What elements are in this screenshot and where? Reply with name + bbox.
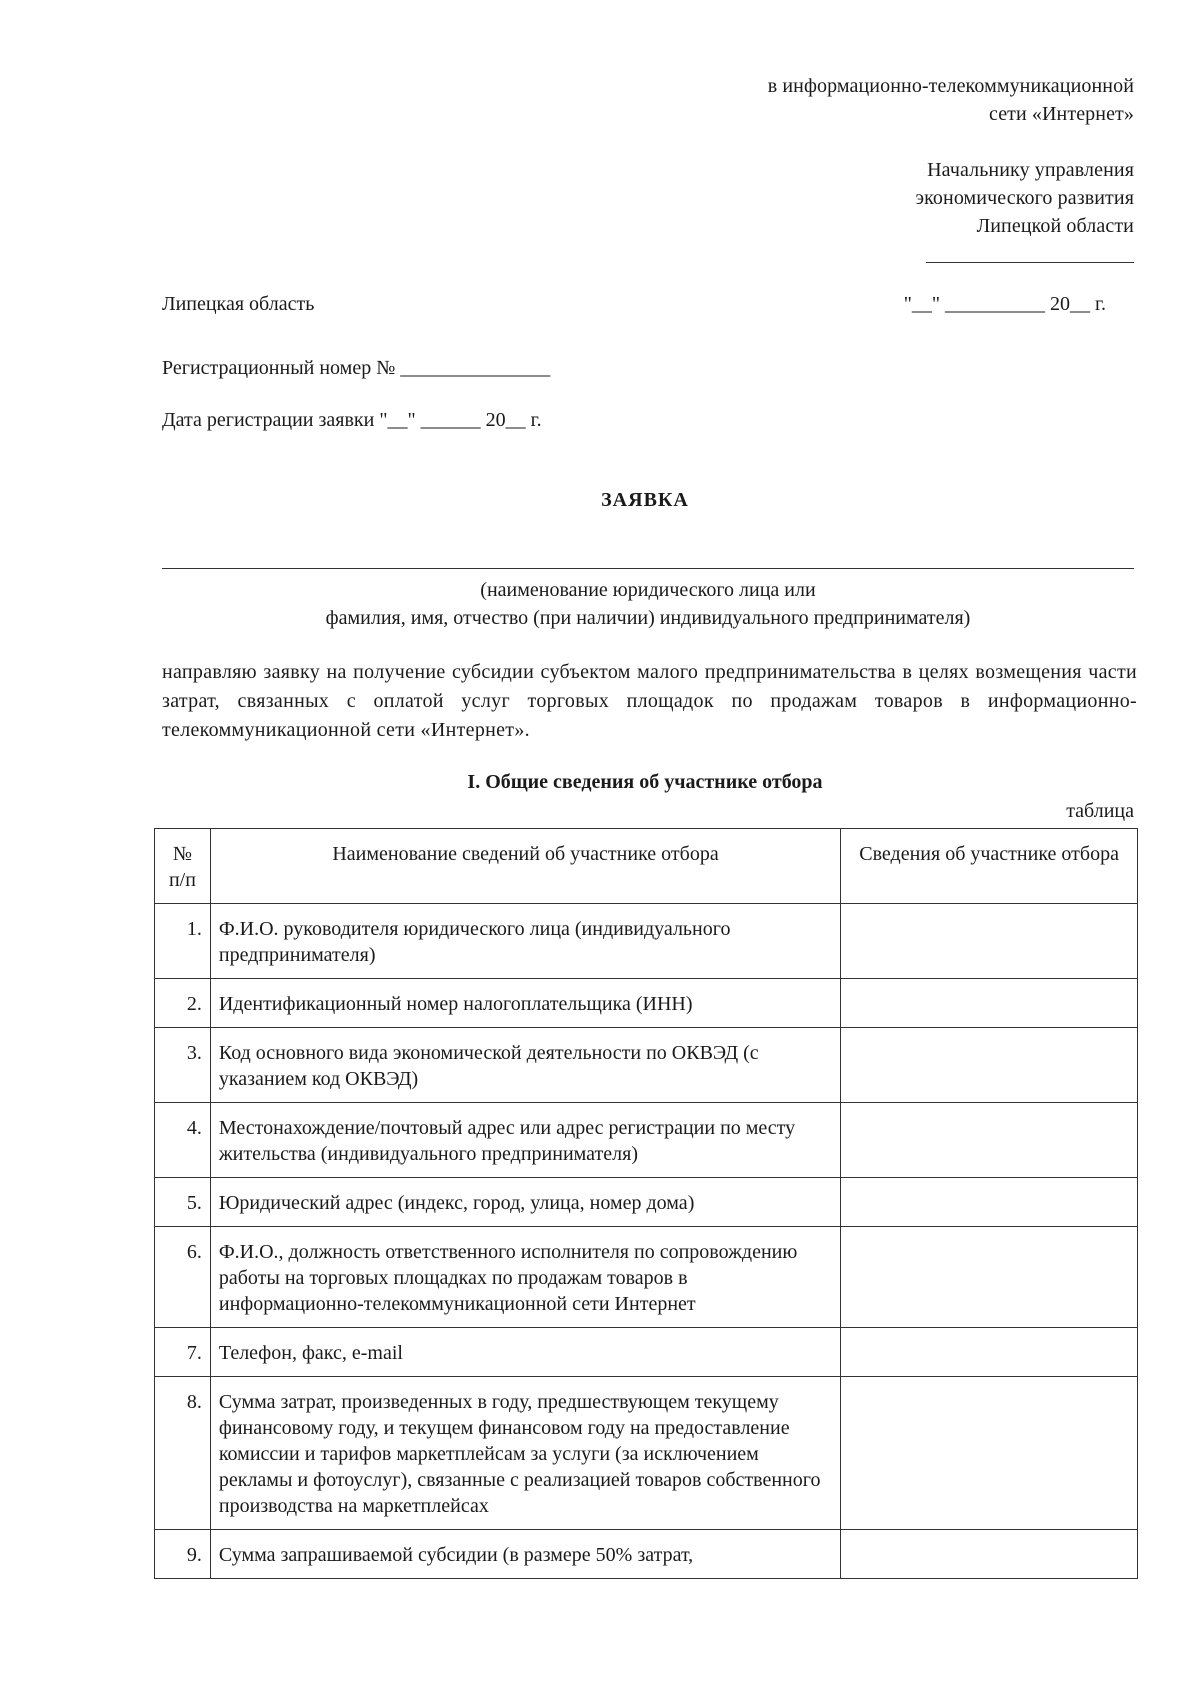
addressee-block [915, 156, 1134, 240]
header-internet-line1: в информационно-телекоммуникационной [767, 75, 1134, 97]
row-number: 4. [155, 1103, 211, 1178]
row-field-name: Сумма затрат, произведенных в году, предшествующем текущему финансовому году, и текущем финансовом году на предоставление комиссии и тарифов маркетплейсам за услуги (за исключением рекламы и фотоуслуг), связанные с реализацией товаров собственного производства на маркетплейсах [210, 1377, 840, 1530]
application-paragraph: направляю заявку на получение субсидии субъектом малого предпринимательства в целях возмещения части затрат, связанных с оплатой услуг торговых площадок по продажам товаров в информационно-телекоммуникационной сети «Интернет». [162, 661, 1137, 741]
table-row [155, 979, 1138, 1028]
table-row [155, 1530, 1138, 1579]
caption-line1: (наименование юридического лица или [480, 579, 816, 601]
table-row [155, 1377, 1138, 1530]
row-field-name: Сумма запрашиваемой субсидии (в размере 50% затрат, [210, 1530, 840, 1579]
table-row [155, 904, 1138, 979]
row-field-value[interactable] [841, 904, 1138, 979]
section-title: I. Общие сведения об участнике отбора [467, 771, 823, 793]
applicant-name-caption [162, 576, 1134, 632]
header-internet-note [768, 72, 1134, 128]
row-field-value[interactable] [841, 1227, 1138, 1328]
table-body [155, 904, 1138, 1579]
row-field-name: Ф.И.О. руководителя юридического лица (индивидуального предпринимателя) [210, 904, 840, 979]
row-field-name: Идентификационный номер налогоплательщика (ИНН) [210, 979, 840, 1028]
participant-info-table [154, 828, 1138, 1579]
applicant-name-line [162, 568, 1134, 569]
row-number: 9. [155, 1530, 211, 1579]
row-number: 7. [155, 1328, 211, 1377]
table-header-row [155, 829, 1138, 904]
addressee-line1: Начальнику управления [927, 159, 1134, 181]
row-field-value[interactable] [841, 1103, 1138, 1178]
table-row [155, 1178, 1138, 1227]
caption-line2: фамилия, имя, отчество (при наличии) индивидуального предпринимателя) [325, 607, 971, 629]
row-number: 5. [155, 1178, 211, 1227]
row-field-value[interactable] [841, 1377, 1138, 1530]
row-field-value[interactable] [841, 1178, 1138, 1227]
table-label: таблица [1066, 800, 1134, 822]
row-field-value[interactable] [841, 1028, 1138, 1103]
header-internet-line2: сети «Интернет» [988, 103, 1134, 125]
row-field-name: Код основного вида экономической деятельности по ОКВЭД (с указанием код ОКВЭД) [210, 1028, 840, 1103]
addressee-line3: Липецкой области [976, 215, 1134, 237]
application-date: "__" __________ 20__ г. [903, 293, 1106, 315]
row-field-name: Местонахождение/почтовый адрес или адрес регистрации по месту жительства (индивидуального предпринимателя) [210, 1103, 840, 1178]
header-name: Наименование сведений об участнике отбора [210, 829, 840, 904]
row-number: 6. [155, 1227, 211, 1328]
region-label: Липецкая область [162, 293, 315, 315]
table-row [155, 1028, 1138, 1103]
row-field-value[interactable] [841, 1530, 1138, 1579]
row-field-name: Ф.И.О., должность ответственного исполнителя по сопровождению работы на торговых площадках по продажам товаров в информационно-телекоммуникационной сети Интернет [210, 1227, 840, 1328]
row-field-name: Телефон, факс, e-mail [210, 1328, 840, 1377]
table-row [155, 1227, 1138, 1328]
registration-date: Дата регистрации заявки "__" ______ 20__ г. [162, 409, 542, 431]
row-field-value[interactable] [841, 979, 1138, 1028]
row-number: 1. [155, 904, 211, 979]
row-number: 2. [155, 979, 211, 1028]
row-field-value[interactable] [841, 1328, 1138, 1377]
row-number: 8. [155, 1377, 211, 1530]
addressee-name-line [926, 262, 1134, 263]
registration-number: Регистрационный номер № _______________ [162, 357, 551, 379]
row-field-name: Юридический адрес (индекс, город, улица, номер дома) [210, 1178, 840, 1227]
table-row [155, 1103, 1138, 1178]
addressee-line2: экономического развития [915, 187, 1134, 209]
header-num: № п/п [155, 829, 211, 904]
row-number: 3. [155, 1028, 211, 1103]
document-title: ЗАЯВКА [601, 489, 689, 511]
header-value: Сведения об участнике отбора [841, 829, 1138, 904]
table-row [155, 1328, 1138, 1377]
